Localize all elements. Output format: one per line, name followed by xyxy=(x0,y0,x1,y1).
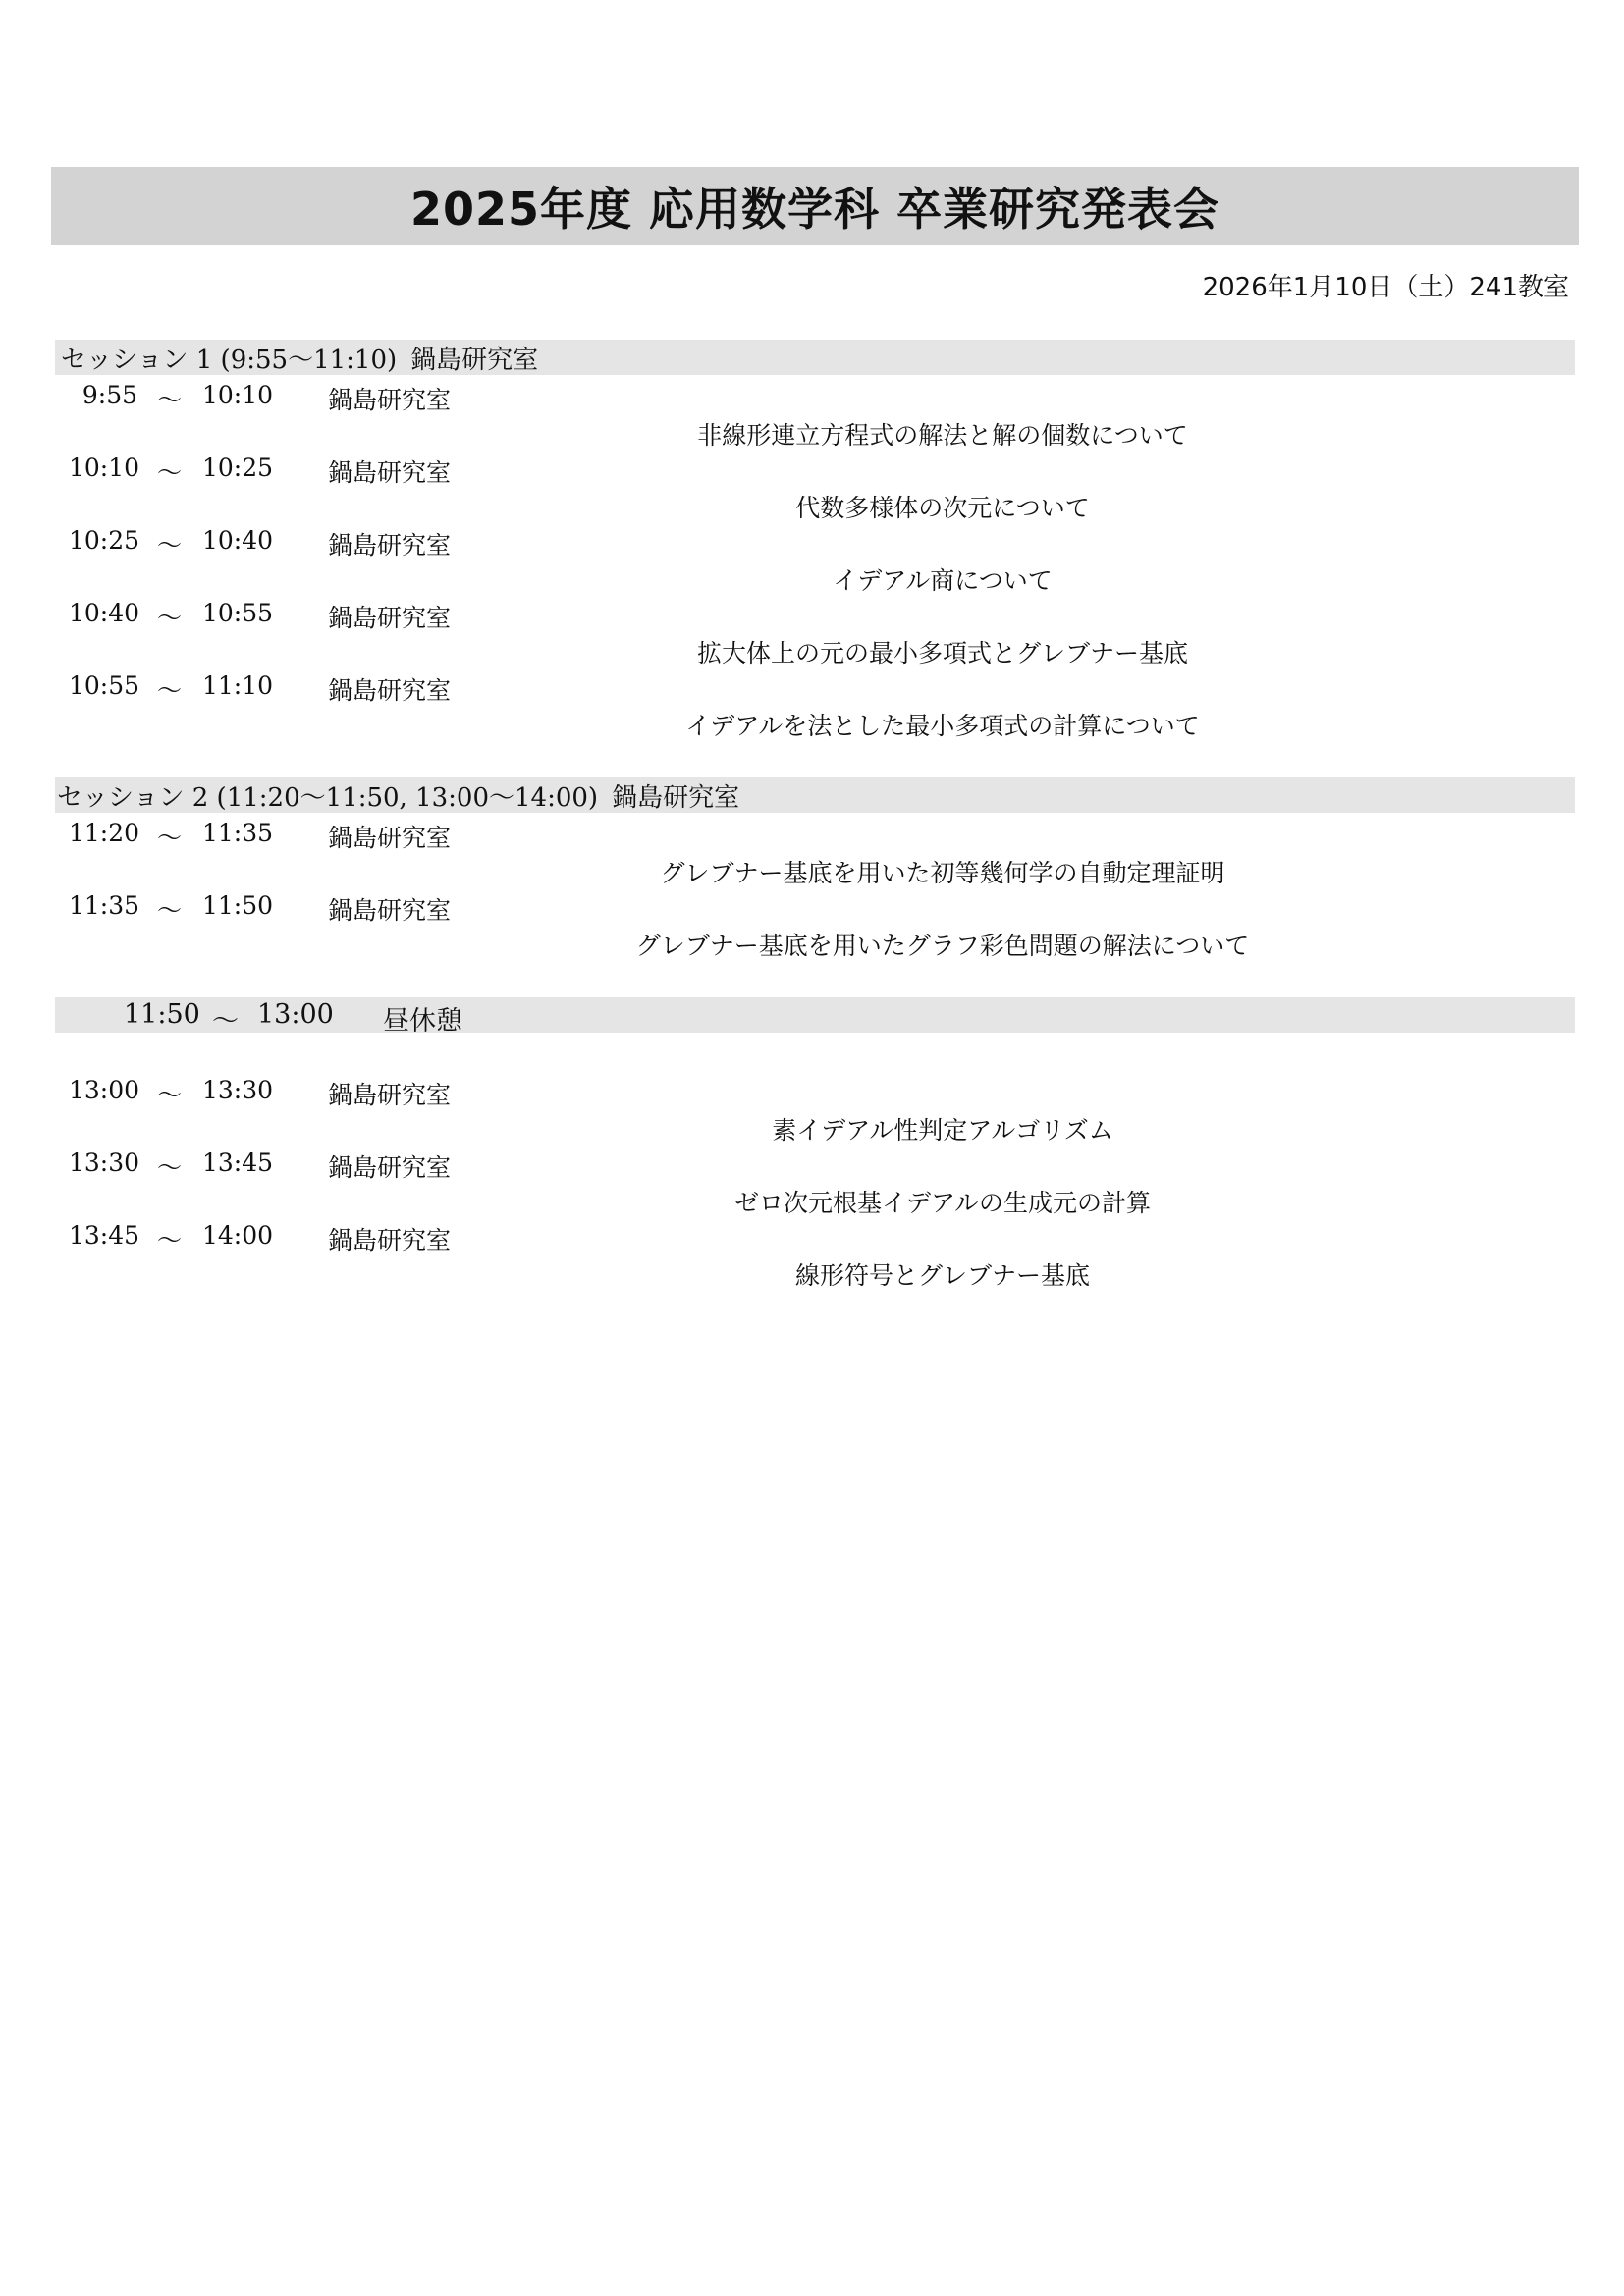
break-start-time: 11:50 xyxy=(124,999,200,1030)
session-room: 鍋島研究室 xyxy=(410,345,539,375)
time-separator: 〜 xyxy=(157,824,183,852)
talk-title: イデアル商について xyxy=(833,566,1053,595)
date-place: 2026年1月10日（土）241教室 xyxy=(1202,273,1569,302)
talk-title: イデアルを法とした最小多項式の計算について xyxy=(685,712,1200,740)
talk-row xyxy=(0,819,1624,887)
session-label: セッション 2 (11:20〜11:50, 13:00〜14:00) xyxy=(57,782,599,813)
time-separator: 〜 xyxy=(157,1081,183,1109)
lab-name: 鍋島研究室 xyxy=(328,824,452,852)
lab-name: 鍋島研究室 xyxy=(328,1226,452,1255)
title-bar xyxy=(51,167,1579,245)
lab-name: 鍋島研究室 xyxy=(328,896,452,925)
talk-title: 拡大体上の元の最小多項式とグレブナー基底 xyxy=(696,639,1188,667)
end-time: 13:30 xyxy=(202,1076,274,1104)
session-label: セッション 1 (9:55〜11:10) xyxy=(61,345,398,375)
talk-row xyxy=(0,1221,1624,1290)
lab-name: 鍋島研究室 xyxy=(328,676,452,705)
start-time: 10:25 xyxy=(69,526,140,555)
session-1-header xyxy=(55,340,1575,375)
talk-row xyxy=(0,599,1624,667)
start-time: 13:00 xyxy=(69,1076,140,1104)
lab-name: 鍋島研究室 xyxy=(328,531,452,560)
end-time: 10:10 xyxy=(202,381,274,409)
talk-row xyxy=(0,454,1624,522)
start-time: 13:45 xyxy=(69,1221,140,1250)
end-time: 11:10 xyxy=(202,671,274,700)
time-separator: 〜 xyxy=(157,531,183,560)
time-separator: 〜 xyxy=(157,1226,183,1255)
lab-name: 鍋島研究室 xyxy=(328,1081,452,1109)
end-time: 13:45 xyxy=(202,1148,274,1177)
session-2-header xyxy=(55,777,1575,813)
talk-title: ゼロ次元根基イデアルの生成元の計算 xyxy=(733,1189,1151,1217)
end-time: 10:40 xyxy=(202,526,274,555)
talk-title: 代数多様体の次元について xyxy=(795,494,1090,522)
break-label: 昼休憩 xyxy=(383,1006,462,1037)
talk-title: 線形符号とグレブナー基底 xyxy=(794,1261,1090,1290)
talk-title: グレブナー基底を用いた初等幾何学の自動定理証明 xyxy=(660,859,1225,887)
session-room: 鍋島研究室 xyxy=(612,782,740,813)
time-separator: 〜 xyxy=(157,896,183,925)
time-separator: 〜 xyxy=(157,1153,183,1182)
time-separator: 〜 xyxy=(157,386,183,414)
start-time: 10:55 xyxy=(69,671,140,700)
lab-name: 鍋島研究室 xyxy=(328,458,452,487)
end-time: 11:50 xyxy=(202,891,274,920)
time-separator: 〜 xyxy=(157,676,183,705)
lab-name: 鍋島研究室 xyxy=(328,1153,452,1182)
break-end-time: 13:00 xyxy=(257,999,334,1030)
talk-title: 非線形連立方程式の解法と解の個数について xyxy=(697,421,1188,450)
lunch-break-bar xyxy=(55,997,1575,1037)
talk-row xyxy=(0,381,1624,450)
talk-row xyxy=(0,891,1624,960)
start-time: 10:40 xyxy=(69,599,140,627)
start-time: 11:20 xyxy=(69,819,140,847)
end-time: 11:35 xyxy=(202,819,274,847)
start-time: 9:55 xyxy=(81,381,137,409)
time-separator: 〜 xyxy=(157,458,183,487)
start-time: 11:35 xyxy=(69,891,140,920)
lab-name: 鍋島研究室 xyxy=(328,386,452,414)
start-time: 10:10 xyxy=(69,454,140,482)
time-separator: 〜 xyxy=(212,1006,239,1037)
talk-title: グレブナー基底を用いたグラフ彩色問題の解法について xyxy=(635,932,1250,960)
talk-title: 素イデアル性判定アルゴリズム xyxy=(772,1116,1113,1145)
time-separator: 〜 xyxy=(157,604,183,632)
end-time: 10:25 xyxy=(202,454,274,482)
page-title: 2025年度 応用数学科 卒業研究発表会 xyxy=(409,183,1220,236)
lab-name: 鍋島研究室 xyxy=(328,604,452,632)
end-time: 14:00 xyxy=(202,1221,274,1250)
talk-row xyxy=(0,1148,1624,1217)
start-time: 13:30 xyxy=(69,1148,140,1177)
end-time: 10:55 xyxy=(202,599,274,627)
talk-row xyxy=(0,526,1624,595)
talk-row xyxy=(0,671,1624,740)
talk-row xyxy=(0,1076,1624,1145)
